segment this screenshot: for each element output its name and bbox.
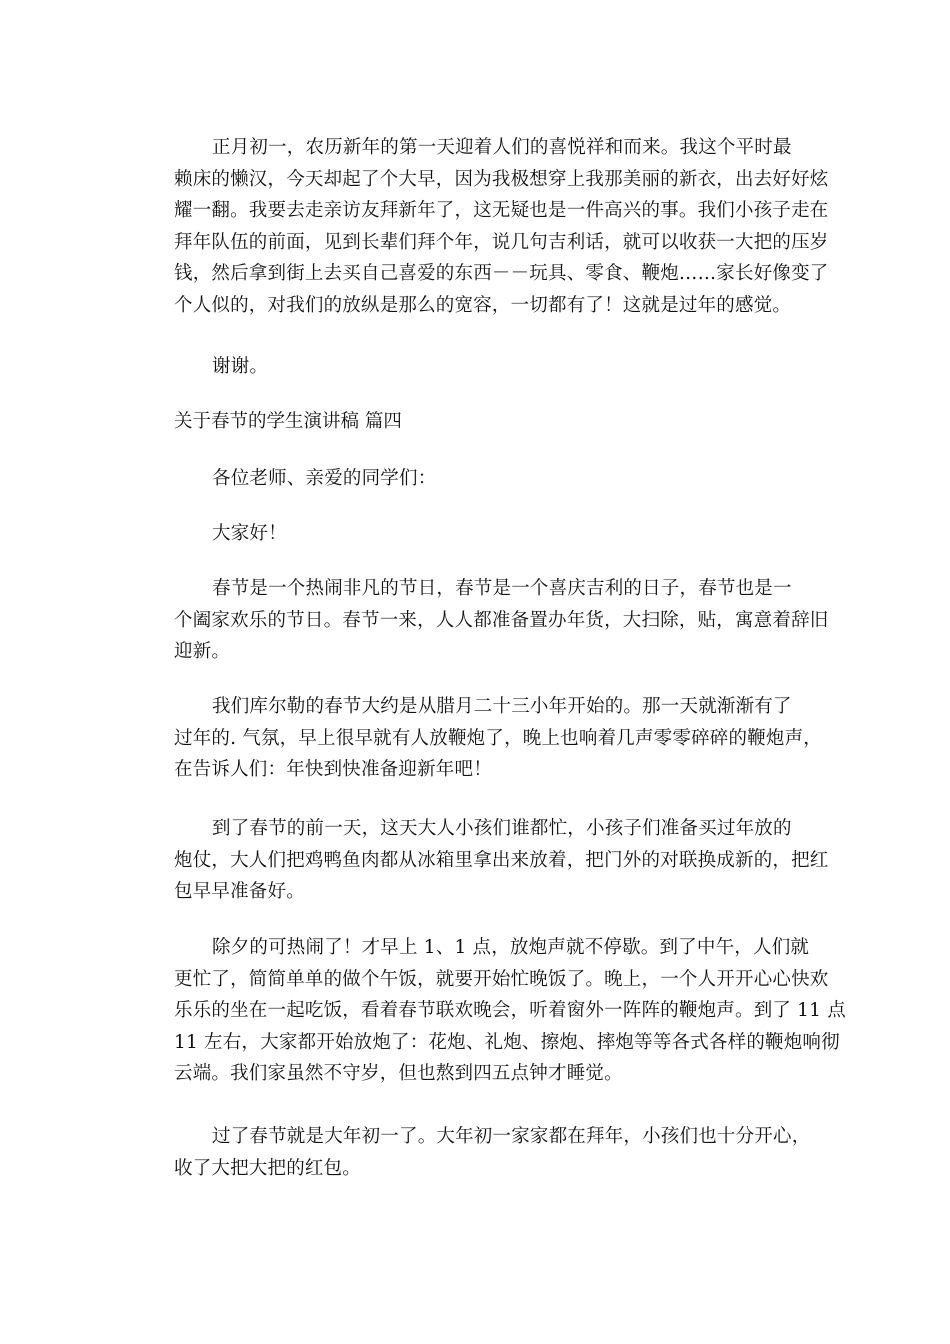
text-line: 耀一翻。我要去走亲访友拜新年了，这无疑也是一件高兴的事。我们小孩子走在 (174, 200, 829, 221)
text-line: 到了春节的前一天，这天大人小孩们谁都忙，小孩子们准备买过年放的 (212, 818, 792, 839)
text-line: 正月初一，农历新年的第一天迎着人们的喜悦祥和而来。我这个平时最 (212, 137, 792, 158)
text-line: 乐乐的坐在一起吃饭，看着春节联欢晚会，听着窗外一阵阵的鞭炮声。到了 11 点 (174, 1000, 846, 1021)
text-line: 我们库尔勒的春节大约是从腊月二十三小年开始的。那一天就渐渐有了 (212, 696, 792, 717)
text-line: 大家好！ (212, 523, 287, 544)
text-line: 更忙了，简简单单的做个午饭，就要开始忙晚饭了。晚上，一个人开开心心快欢 (174, 968, 829, 990)
text-line: 11 左右，大家都开始放炮了：花炮、礼炮、擦炮、摔炮等等各式各样的鞭炮响彻 (174, 1031, 840, 1053)
text-line: 春节是一个热闹非凡的节日，春节是一个喜庆吉利的日子，春节也是一 (212, 578, 792, 599)
paragraph-korla-festival (174, 691, 820, 786)
text-line: 各位老师、亲爱的同学们： (212, 468, 437, 489)
text-line: 收了大把大把的红包。 (174, 1157, 362, 1179)
paragraph-first-day (174, 1121, 820, 1184)
text-line: 在告诉人们：年快到快准备迎新年吧！ (174, 759, 492, 780)
paragraph-thanks (174, 351, 820, 383)
paragraph-new-year-day (174, 132, 829, 321)
text-line: 钱，然后拿到街上去买自己喜爱的东西－－玩具、零食、鞭炮……家长好像变了 (174, 263, 829, 284)
text-line: 个阖家欢乐的节日。春节一来，人人都准备置办年货，大扫除，贴，寓意着辞旧 (174, 609, 829, 631)
paragraph-salutation (174, 463, 820, 495)
paragraph-new-years-eve (174, 932, 846, 1090)
paragraph-eve-preparation (174, 813, 829, 908)
text-line: 赖床的懒汉，今天却起了个大早，因为我极想穿上我那美丽的新衣，出去好好炫 (174, 168, 829, 190)
text-line: 个人似的，对我们的放纵是那么的宽容，一切都有了！这就是过年的感觉。 (174, 294, 792, 316)
paragraph-greeting (174, 518, 820, 550)
text-line: 谢谢。 (212, 356, 269, 377)
section-heading-text: 关于春节的学生演讲稿 篇四 (174, 411, 402, 432)
section-heading (174, 406, 820, 438)
text-line: 包早早准备好。 (174, 881, 305, 902)
text-line: 炮仗，大人们把鸡鸭鱼肉都从冰箱里拿出来放着，把门外的对联换成新的，把红 (174, 849, 829, 871)
text-line: 过了春节就是大年初一了。大年初一家家都在拜年，小孩们也十分开心， (212, 1126, 811, 1147)
paragraph-spring-festival-intro (174, 573, 829, 668)
text-line: 迎新。 (174, 641, 231, 662)
text-line: 除夕的可热闹了！才早上 1、1 点，放炮声就不停歇。到了中午，人们就 (212, 937, 810, 958)
text-line: 拜年队伍的前面，见到长辈们拜个年，说几句吉利话，就可以收获一大把的压岁 (174, 231, 829, 253)
text-line: 云端。我们家虽然不守岁，但也熬到四五点钟才睡觉。 (174, 1063, 623, 1084)
text-line: 过年的. 气氛，早上很早就有人放鞭炮了，晚上也响着几声零零碎碎的鞭炮声， (174, 727, 822, 749)
